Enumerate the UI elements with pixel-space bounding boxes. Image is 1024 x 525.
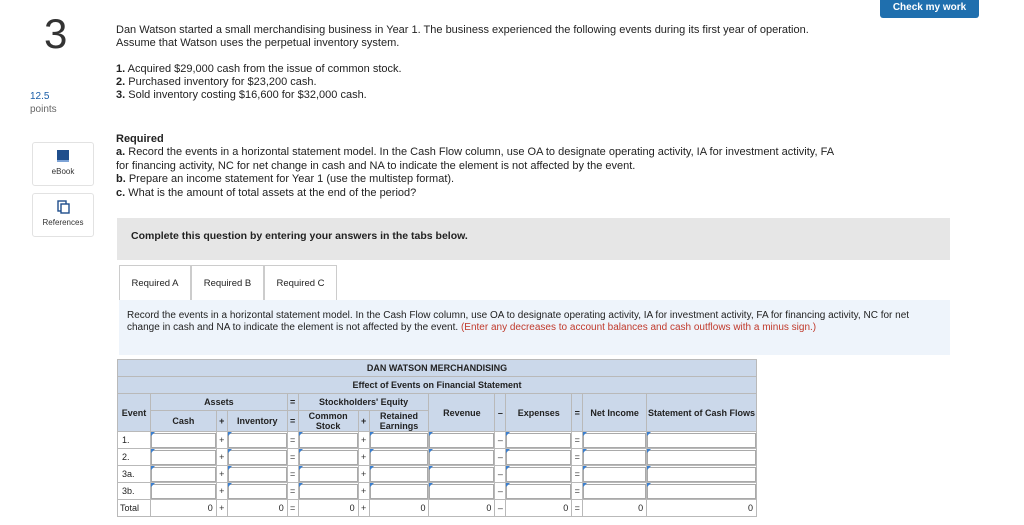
minus-sign: –: [495, 432, 506, 449]
plus-sign: +: [216, 500, 227, 517]
ebook-label: eBook: [51, 167, 75, 176]
instructions-banner: Complete this question by entering your answers in the tabs below.: [117, 218, 950, 260]
tab-required-b[interactable]: Required B: [191, 265, 264, 301]
table-row: [118, 466, 757, 483]
event-label: 2.: [118, 449, 151, 466]
net-income-header: Net Income: [583, 394, 647, 432]
total-revenue: 0: [429, 500, 495, 517]
check-my-work-button[interactable]: Check my work: [880, 0, 979, 18]
cash-flow-input[interactable]: [647, 467, 756, 482]
expenses-input[interactable]: [506, 433, 571, 448]
tab-instructions: [119, 300, 950, 355]
equals-sign: =: [287, 483, 298, 500]
problem-statement: [116, 24, 836, 102]
intro-text: Dan Watson started a small merchandising business in Year 1. The business experienced the following events during its first year of operation. Assume that Watson uses the perpetual inventory system.: [116, 24, 809, 49]
common-stock-header: Common Stock: [298, 411, 358, 432]
instruction-note: (Enter any decreases to account balances and cash outflows with a minus sign.): [460, 322, 817, 333]
ebook-button[interactable]: [32, 142, 94, 186]
horizontal-statement-model: [117, 359, 757, 517]
equals-sign: =: [572, 432, 583, 449]
inventory-input[interactable]: [228, 450, 287, 465]
total-label: Total: [118, 500, 151, 517]
common-stock-input[interactable]: [299, 433, 358, 448]
expenses-input[interactable]: [506, 450, 571, 465]
net-income-input[interactable]: [583, 433, 646, 448]
equals-sign: =: [287, 394, 298, 411]
assets-header: Assets: [150, 394, 287, 411]
plus-sign: +: [216, 449, 227, 466]
revenue-input[interactable]: [429, 450, 494, 465]
cash-flow-input[interactable]: [647, 433, 756, 448]
table-subtitle: Effect of Events on Financial Statement: [118, 377, 757, 394]
total-row: [118, 500, 757, 517]
net-income-input[interactable]: [583, 450, 646, 465]
cash-input[interactable]: [151, 450, 216, 465]
references-button[interactable]: [32, 193, 94, 237]
equals-sign: =: [572, 449, 583, 466]
cash-header: Cash: [150, 411, 216, 432]
events-list: [116, 63, 836, 102]
plus-sign: +: [216, 483, 227, 500]
equals-sign: =: [287, 411, 298, 432]
cash-input[interactable]: [151, 484, 216, 499]
table-row: [118, 449, 757, 466]
event-item: 2. Purchased inventory for $23,200 cash.: [116, 76, 317, 88]
event-label: 1.: [118, 432, 151, 449]
question-number: 3: [44, 10, 68, 57]
revenue-input[interactable]: [429, 433, 494, 448]
net-income-input[interactable]: [583, 484, 646, 499]
equals-sign: =: [287, 432, 298, 449]
common-stock-input[interactable]: [299, 484, 358, 499]
equals-sign: =: [572, 394, 583, 432]
net-income-input[interactable]: [583, 467, 646, 482]
required-heading: Required: [116, 133, 164, 145]
plus-sign: +: [216, 466, 227, 483]
table-row: [118, 483, 757, 500]
retained-earnings-input[interactable]: [370, 433, 429, 448]
event-header: Event: [118, 394, 151, 432]
equals-sign: =: [572, 483, 583, 500]
event-label: 3a.: [118, 466, 151, 483]
points-label: points: [30, 104, 57, 115]
plus-sign: +: [216, 411, 227, 432]
revenue-input[interactable]: [429, 484, 494, 499]
references-label: References: [42, 218, 84, 227]
event-item: 1. Acquired $29,000 cash from the issue of common stock.: [116, 63, 402, 75]
equals-sign: =: [287, 466, 298, 483]
retained-earnings-input[interactable]: [370, 484, 429, 499]
expenses-input[interactable]: [506, 484, 571, 499]
plus-sign: +: [358, 411, 369, 432]
company-name: DAN WATSON MERCHANDISING: [118, 360, 757, 377]
expenses-input[interactable]: [506, 467, 571, 482]
revenue-header: Revenue: [429, 394, 495, 432]
total-inventory: 0: [227, 500, 287, 517]
tab-required-a[interactable]: Required A: [119, 265, 191, 301]
tab-required-c[interactable]: Required C: [264, 265, 337, 301]
required-item: c. What is the amount of total assets at the end of the period?: [116, 186, 417, 199]
required-item: b. Prepare an income statement for Year 1 (use the multistep format).: [116, 173, 455, 185]
equals-sign: =: [572, 500, 583, 517]
inventory-header: Inventory: [227, 411, 287, 432]
total-common-stock: 0: [298, 500, 358, 517]
total-cash: 0: [150, 500, 216, 517]
required-item: a. Record the events in a horizontal statement model. In the Cash Flow column, use OA to designate operating activity, IA for investment activity, FA for financing activity, NC for net change in cash and NA to indicate the element is not affected by the event.: [116, 146, 834, 172]
instruction-text: Record the events in a horizontal statement model. In the Cash Flow column, use OA to designate operating activity, IA for investment activity, FA for financing activity, NC for net change in cash and NA to indicate the element is not affected by the event.: [127, 310, 910, 333]
total-net-income: 0: [583, 500, 647, 517]
equals-sign: =: [287, 500, 298, 517]
plus-sign: +: [358, 500, 369, 517]
cash-input[interactable]: [151, 433, 216, 448]
plus-sign: +: [358, 466, 369, 483]
expenses-header: Expenses: [506, 394, 572, 432]
equals-sign: =: [572, 466, 583, 483]
total-cash-flows: 0: [647, 500, 757, 517]
revenue-input[interactable]: [429, 467, 494, 482]
points-number: 12.5: [30, 91, 50, 102]
cash-input[interactable]: [151, 467, 216, 482]
plus-sign: +: [358, 483, 369, 500]
cash-flow-input[interactable]: [647, 450, 756, 465]
retained-earnings-input[interactable]: [370, 450, 429, 465]
cash-flows-header: Statement of Cash Flows: [647, 394, 757, 432]
retained-earnings-header: Retained Earnings: [369, 411, 429, 432]
plus-sign: +: [216, 432, 227, 449]
common-stock-input[interactable]: [299, 450, 358, 465]
required-list: [116, 146, 836, 200]
total-expenses: 0: [506, 500, 572, 517]
common-stock-input[interactable]: [299, 467, 358, 482]
cash-flow-input[interactable]: [647, 484, 756, 499]
table-row: [118, 432, 757, 449]
total-retained-earnings: 0: [369, 500, 429, 517]
minus-sign: –: [495, 483, 506, 500]
event-label: 3b.: [118, 483, 151, 500]
inventory-input[interactable]: [228, 467, 287, 482]
equity-header: Stockholders' Equity: [298, 394, 429, 411]
minus-sign: –: [495, 394, 506, 432]
event-item: 3. Sold inventory costing $16,600 for $32,000 cash.: [116, 89, 367, 101]
equals-sign: =: [287, 449, 298, 466]
plus-sign: +: [358, 449, 369, 466]
book-icon: [56, 149, 70, 163]
inventory-input[interactable]: [228, 484, 287, 499]
retained-earnings-input[interactable]: [370, 467, 429, 482]
points-value: [30, 90, 57, 116]
minus-sign: –: [495, 466, 506, 483]
minus-sign: –: [495, 449, 506, 466]
plus-sign: +: [358, 432, 369, 449]
inventory-input[interactable]: [228, 433, 287, 448]
documents-icon: [56, 200, 70, 214]
minus-sign: –: [495, 500, 506, 517]
